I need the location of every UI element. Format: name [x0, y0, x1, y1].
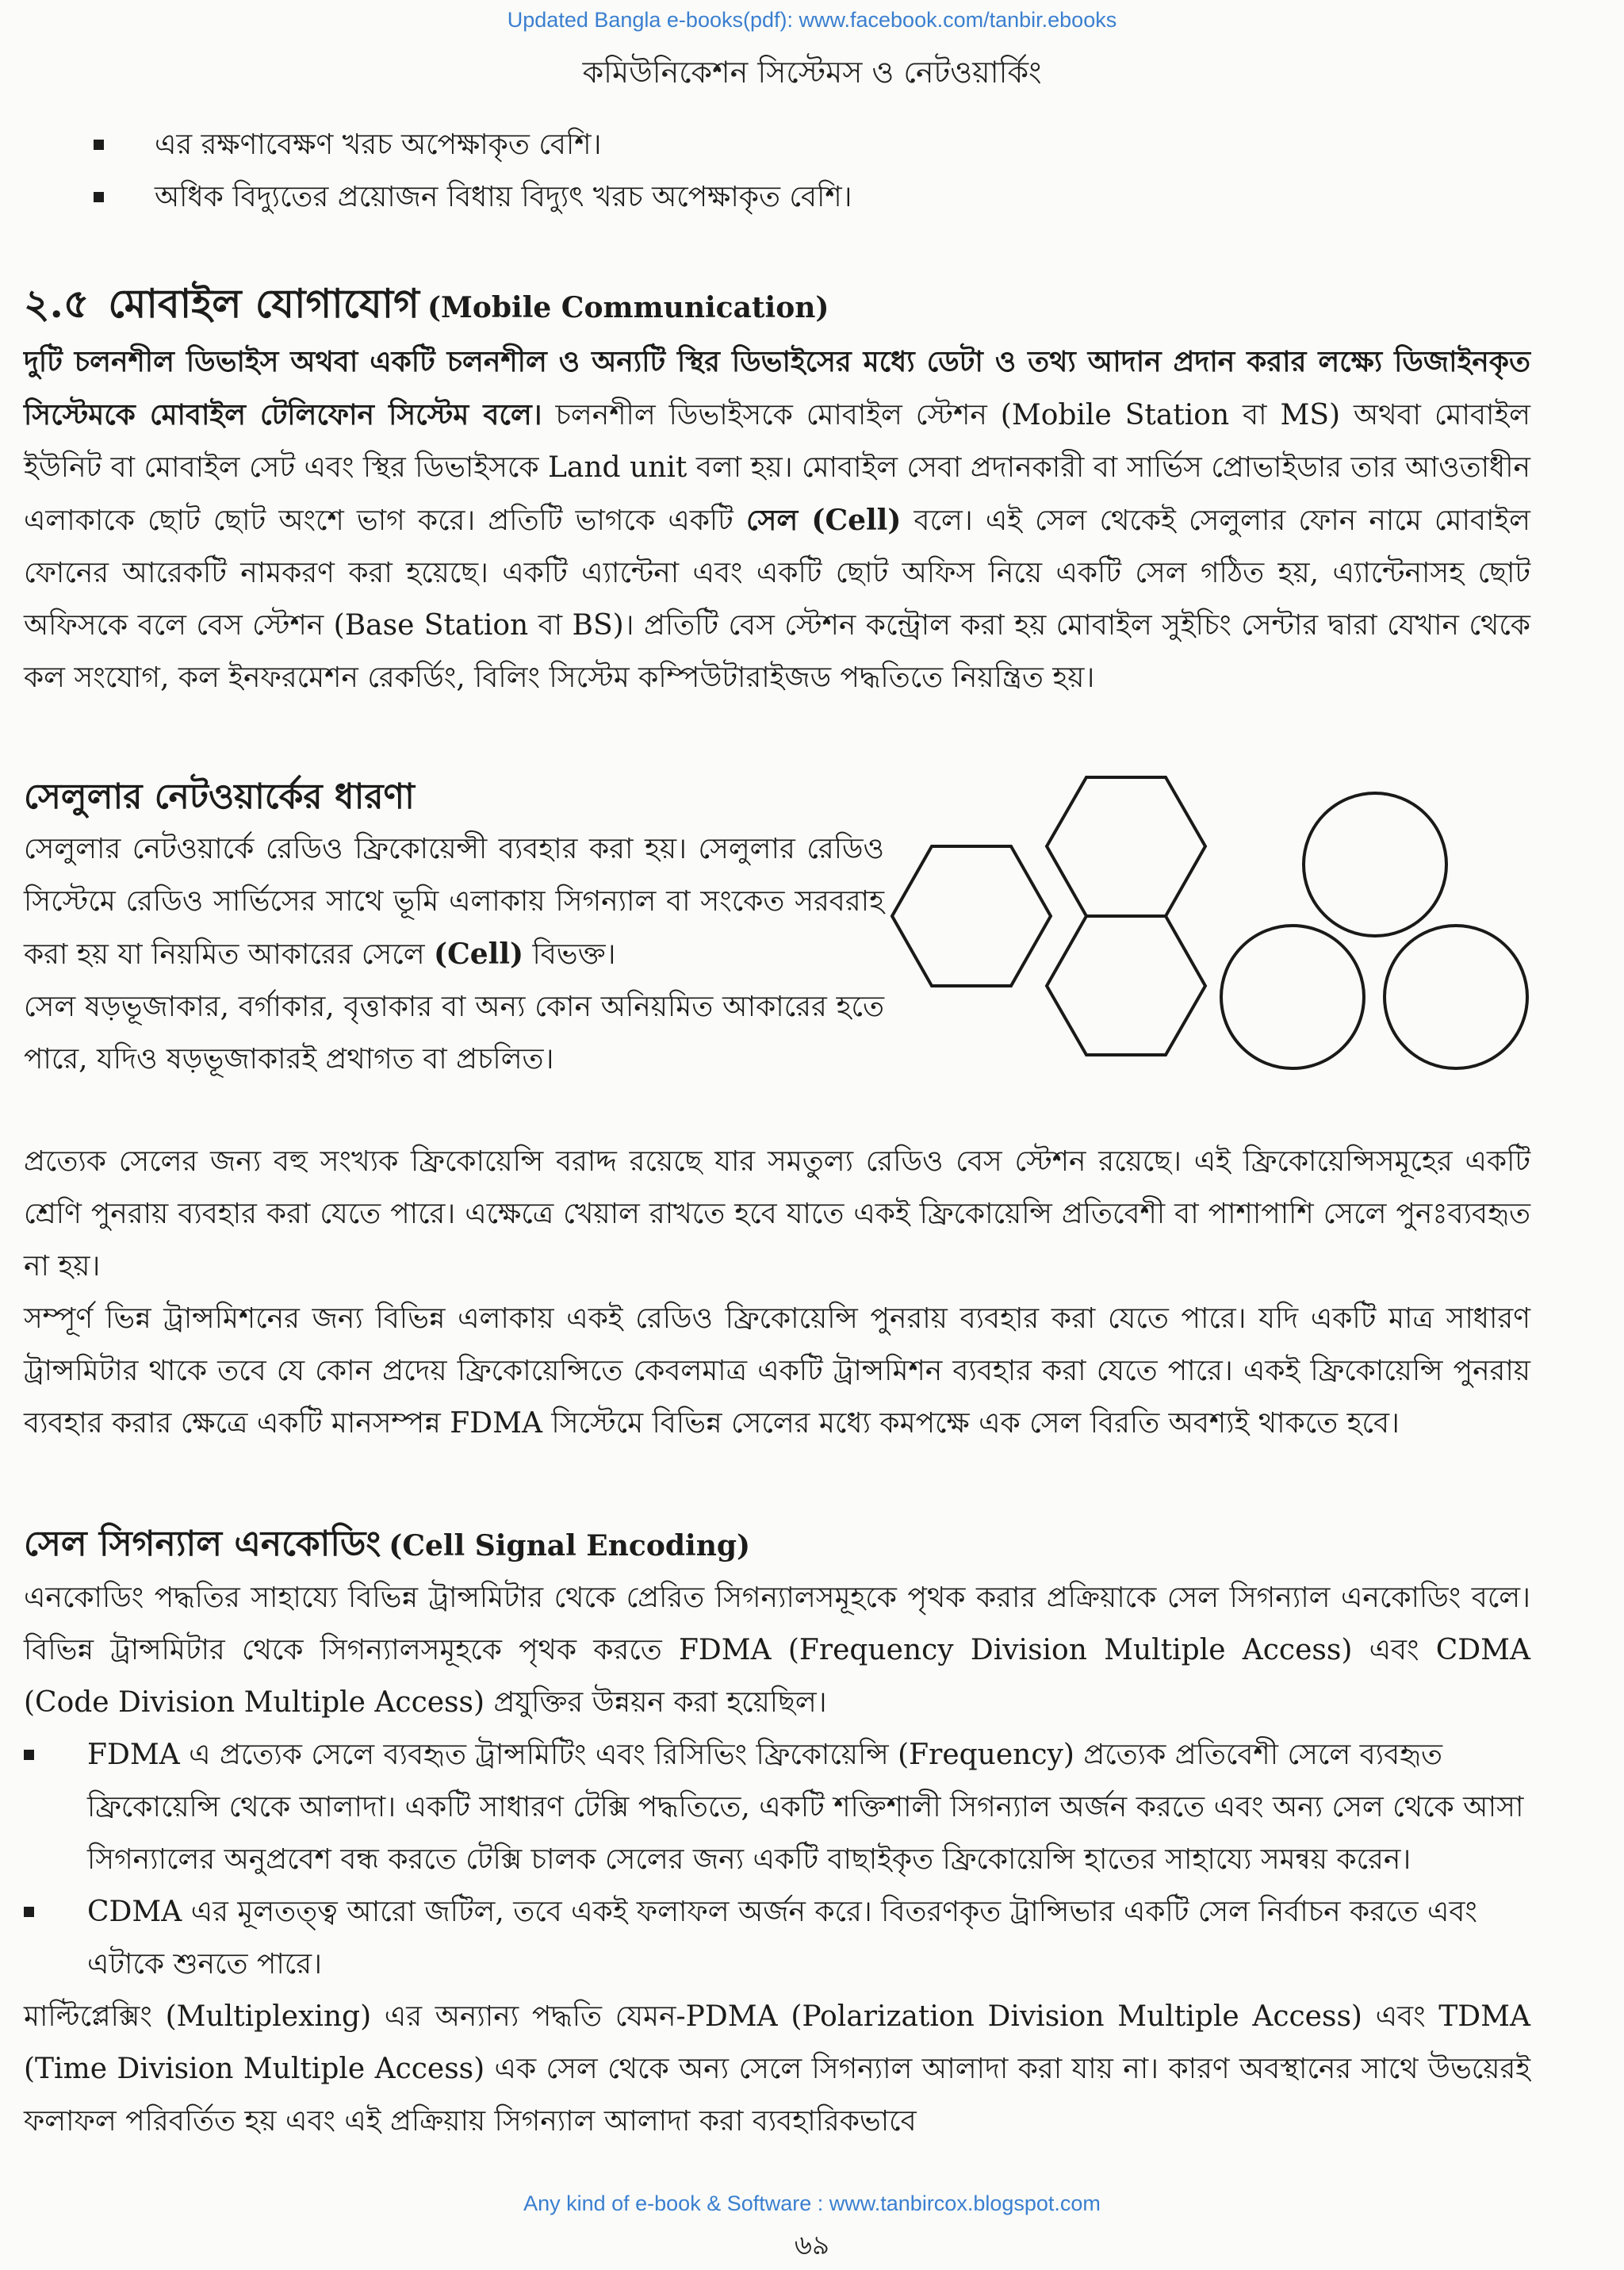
- top-bullets-block: [24, 119, 1530, 224]
- square-bullet-icon: [94, 192, 104, 202]
- cellular-continued-block: [24, 1136, 1530, 1450]
- square-bullet-icon: [94, 140, 104, 150]
- circular-cell-shape: [1221, 926, 1364, 1068]
- subsection-heading: সেলুলার নেটওয়ার্কের ধারণা: [24, 776, 415, 817]
- hexagon-cell-shape: [1047, 916, 1205, 1055]
- top-bullet-list: [24, 119, 1530, 224]
- encoding-paragraph-1: এনকোডিং পদ্ধতির সাহায্যে বিভিন্ন ট্রান্সমিটার থেকে প্রেরিত সিগন্যালসমূহকে পৃথক করার প্রক্রিয়াকে সেল সিগন্যাল এনকোডিং বলে। বিভিন্ন ট্রান্সমিটার থেকে সিগন্যালসমূহকে পৃথক করতে FDMA (Frequency Division Multiple Access) এবং CDMA (Code Division Multiple Access) প্রযুক্তির উন্নয়ন করা হয়েছিল।: [24, 1582, 1530, 1719]
- definition-text: দুটি চলনশীল ডিভাইস অথবা একটি চলনশীল ও অন্যটি স্থির ডিভাইসের মধ্যে ডেটা ও তথ্য আদান প্রদান করার লক্ষ্যে ডিজাইনকৃত সিস্টেমকে মোবাইল টেলিফোন সিস্টেম বলে।: [24, 345, 1530, 431]
- paragraph-text: বিভক্ত।: [523, 938, 616, 971]
- bullet-text: FDMA এ প্রত্যেক সেলে ব্যবহৃত ট্রান্সমিটিং এবং রিসিভিং ফ্রিকোয়েন্সি (Frequency) প্রত্যেক প্রতিবেশী সেলে ব্যবহৃত ফ্রিকোয়েন্সি থেকে আলাদা। একটি সাধারণ টেক্সি পদ্ধতিতে, একটি শক্তিশালী সিগন্যাল অর্জন করতে এবং অন্য সেল থেকে আসা সিগন্যালের অনুপ্রবেশ বন্ধ করতে টেক্সি চালক সেলের জন্য একটি বাছাইকৃত ফ্রিকোয়েন্সি হাতের সাহায্যে সমন্বয় করেন।: [87, 1739, 1524, 1876]
- section-number: ২.৫: [24, 280, 90, 327]
- section-heading: [24, 276, 1530, 336]
- encoding-heading: সেল সিগন্যাল এনকোডিং: [24, 1524, 381, 1564]
- section-title: মোবাইল যোগাযোগ: [108, 280, 419, 327]
- paragraph-text: সেলুলার নেটওয়ার্কে রেডিও ফ্রিকোয়েন্সী ব্যবহার করা হয়। সেলুলার রেডিও সিস্টেমে রেডিও সার্ভিসের সাথে ভূমি এলাকায় সিগন্যাল বা সংকেত সরবরাহ করা হয় যা নিয়মিত আকারের সেলে: [24, 833, 884, 971]
- top-watermark: Updated Bangla e-books(pdf): www.facebook.com/tanbir.ebooks: [507, 8, 1117, 32]
- list-item: [24, 1729, 1530, 1886]
- bottom-watermark: Any kind of e-book & Software : www.tanbircox.blogspot.com: [523, 2191, 1101, 2215]
- cellular-paragraph-4: সম্পূর্ণ ভিন্ন ট্রান্সমিশনের জন্য বিভিন্ন এলাকায় একই রেডিও ফ্রিকোয়েন্সি পুনরায় ব্যবহার করা যেতে পারে। যদি একটি মাত্র সাধারণ ট্রান্সমিটার থাকে তবে যে কোন প্রদেয় ফ্রিকোয়েন্সিতে কেবলমাত্র একটি ট্রান্সমিশন ব্যবহার করা যেতে পারে। একই ফ্রিকোয়েন্সি পুনরায় ব্যবহার করার ক্ষেত্রে একটি মানসম্পন্ন FDMA সিস্টেমে বিভিন্ন সেলের মধ্যে কমপক্ষে এক সেল বিরতি অবশ্যই থাকতে হবে।: [24, 1302, 1530, 1440]
- circular-cell-shape: [1304, 793, 1446, 936]
- encoding-paragraph-2: মাল্টিপ্লেক্সিং (Multiplexing) এর অন্যান্য পদ্ধতি যেমন-PDMA (Polarization Division Multiple Access) এবং TDMA (Time Division Multiple Access) এক সেল থেকে অন্য সেলে সিগন্যাল আলাদা করা যায় না। কারণ অবস্থানের সাথে উভয়েরই ফলাফল পরিবর্তিত হয় এবং এই প্রক্রিয়ায় সিগন্যাল আলাদা করা ব্যবহারিকভাবে: [24, 2000, 1530, 2138]
- cell-term: সেল (Cell): [745, 504, 902, 537]
- subsection-heading: [24, 1518, 1530, 1572]
- running-head: কমিউনিকেশন সিস্টেমস ও নেটওয়ার্কিং: [582, 55, 1042, 90]
- section-title-english: (Mobile Communication): [427, 291, 829, 324]
- cellular-paragraph-2: সেল ষড়ভূজাকার, বর্গাকার, বৃত্তাকার বা অন্য কোন অনিয়মিত আকারের হতে পারে, যদিও ষড়ভূজাকারই প্রথাগত বা প্রচলিত।: [24, 991, 884, 1076]
- intro-text-2: বলে। এই সেল থেকেই সেলুলার ফোন নামে মোবাইল ফোনের আরেকটি নামকরণ করা হয়েছে। একটি এ্যান্টেনা এবং একটি ছোট অফিস নিয়ে একটি সেল গঠিত হয়, এ্যান্টেনাসহ ছোট অফিসকে বলে বেস স্টেশন (Base Station বা BS)। প্রতিটি বেস স্টেশন কন্ট্রোল করা হয় মোবাইল সুইচিং সেন্টার দ্বারা যেখান থেকে কল সংযোগ, কল ইনফরমেশন রেকর্ডিং, বিলিং সিস্টেম কম্পিউটারাইজড পদ্ধতিতে নিয়ন্ত্রিত হয়।: [24, 504, 1530, 694]
- circular-cell-shape: [1385, 926, 1527, 1068]
- bullet-text: এর রক্ষণাবেক্ষণ খরচ অপেক্ষাকৃত বেশি।: [155, 128, 602, 161]
- list-item: [24, 119, 1530, 171]
- bullet-text: অধিক বিদ্যুতের প্রয়োজন বিধায় বিদ্যুৎ খরচ অপেক্ষাকৃত বেশি।: [155, 181, 852, 213]
- encoding-bullet-list: [24, 1729, 1530, 1991]
- hexagon-cell-shape: [892, 846, 1051, 986]
- section-intro-paragraph: [24, 336, 1530, 704]
- square-bullet-icon: [24, 1750, 34, 1760]
- cellular-concept-block: [24, 771, 884, 1086]
- list-item: [24, 1886, 1530, 1991]
- mobile-communication-section: [24, 276, 1530, 704]
- bullet-text: CDMA এর মূলতত্ত্ব আরো জটিল, তবে একই ফলাফল অর্জন করে। বিতরণকৃত ট্রান্সিভার একটি সেল নির্বাচন করতে এবং এটাকে শুনতে পারে।: [87, 1896, 1477, 1980]
- cell-term: (Cell): [434, 938, 524, 971]
- encoding-heading-english: (Cell Signal Encoding): [389, 1529, 751, 1563]
- square-bullet-icon: [24, 1907, 34, 1917]
- cellular-paragraph-3: প্রত্যেক সেলের জন্য বহু সংখ্যক ফ্রিকোয়েন্সি বরাদ্দ রয়েছে যার সমতুল্য রেডিও বেস স্টেশন রয়েছে। এই ফ্রিকোয়েন্সিসমূহের একটি শ্রেণি পুনরায় ব্যবহার করা যেতে পারে। এক্ষেত্রে খেয়াল রাখতে হবে যাতে একই ফ্রিকোয়েন্সি প্রতিবেশী বা পাশাপাশি সেলে পুনঃব্যবহৃত না হয়।: [24, 1145, 1530, 1283]
- cellular-paragraph-1: [24, 823, 884, 981]
- cell-signal-encoding-section: [24, 1518, 1530, 2148]
- page-number: ৬৯: [794, 2230, 830, 2261]
- list-item: [24, 171, 1530, 224]
- hexagon-cell-shape: [1047, 777, 1205, 916]
- intro-text-1: চলনশীল ডিভাইসকে মোবাইল স্টেশন (Mobile Station বা MS) অথবা মোবাইল ইউনিট বা মোবাইল সেট এবং স্থির ডিভাইসকে Land unit বলা হয়। মোবাইল সেবা প্রদানকারী বা সার্ভিস প্রোভাইডার তার আওতাধীন এলাকাকে ছোট ছোট অংশে ভাগ করে। প্রতিটি ভাগকে একটি: [24, 399, 1530, 537]
- cell-shapes-figure: [888, 773, 1570, 1106]
